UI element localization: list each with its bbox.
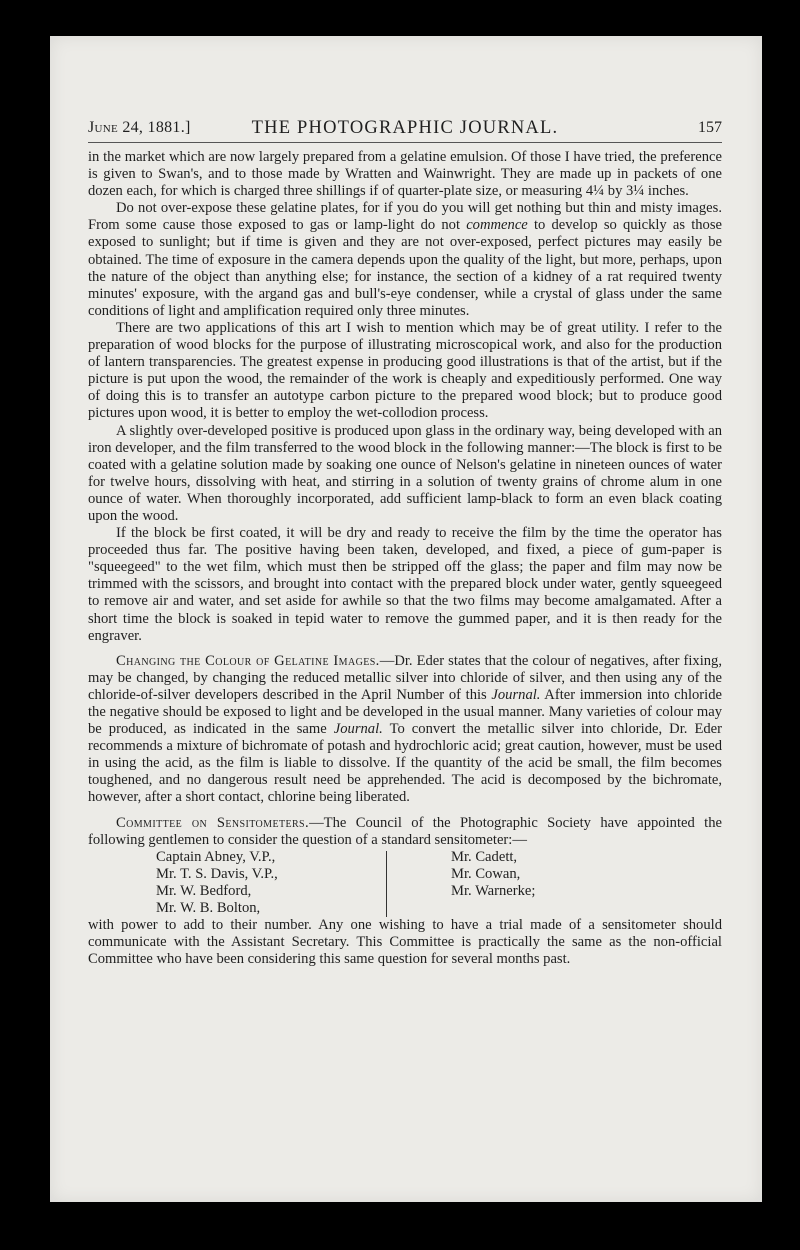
committee-name: Mr. Warnerke; — [451, 882, 536, 899]
section-text-part-3: To convert the metallic silver into chloride, Dr. Eder recommends a mixture of bichromate of potash and hydrochloric acid; great caution, however, must be used in using the acid, as the film is liable to dissolve. If the quantity of the acid be small, the film becomes toughened, and no dangerous result need be apprehended. The acid is decomposed by the bichromate, however, after a short contact, chlorine being liberated. — [88, 721, 722, 806]
paragraph-plates: in the market which are now largely prepared from a gelatine emulsion. Of those I have tried, the preference is given to Swan's, and to those made by Wratten and Wainwright. They are made up in packets of one dozen each, for which is charged three shillings if of quarter-plate size, or measuring 4¼ by 3¼ inches. — [88, 149, 722, 200]
committee-name: Mr. Cadett, — [451, 848, 518, 865]
paragraph-exposure — [88, 200, 722, 320]
page-content — [88, 116, 722, 968]
paragraph-committee-close: with power to add to their number. Any one wishing to have a trial made of a sensitometer should communicate with the Assistant Secretary. This Committee is practically the same as the non-official Committee who have been considering this same question for several months past. — [88, 917, 722, 968]
committee-name: Mr. W. B. Bolton, — [156, 900, 261, 917]
italic-journal-2: Journal. — [333, 721, 383, 738]
section-sensitometers-text: —The Council of the Photographic Society have appointed the following gentlemen to consider the question of a standard sensitometer:— — [88, 814, 722, 848]
section-text-part-2: After immersion into chloride the negative should be exposed to light and be developed in the usual manner. Many varieties of colour may be produced, as indicated in the same — [88, 686, 722, 738]
section-heading-changing-colour: Changing the Colour of Gelatine Images. — [116, 652, 380, 669]
journal-page — [50, 36, 762, 1202]
committee-name: Captain Abney, V.P., — [156, 848, 276, 865]
committee-names — [156, 849, 722, 917]
section-sensitometers — [88, 815, 722, 849]
header-page-number: 157 — [698, 119, 722, 136]
paragraph-block: If the block be first coated, it will be dry and ready to receive the film by the time the operator has proceeded thus far. The positive having been taken, developed, and fixed, a piece of gum-paper is "squeegeed" to the wet film, which must then be stripped off the glass; the paper and film may now be trimmed with the scissors, and brought into contact with the prepared block under water, gently squeegeed to remove air and water, and set aside for awhile so that the two films may become amalgamated. After a short time the block is soaked in tepid water to remove the gummed paper, and it is then ready for the engraver. — [88, 525, 722, 644]
section-text-part-1: —Dr. Eder states that the colour of negatives, after fixing, may be changed, by changing the reduced metallic silver into chloride of silver, and then using any of the chloride-of-silver developers described in the April Number of this — [88, 652, 722, 703]
committee-name: Mr. Cowan, — [451, 865, 521, 882]
section-heading-sensitometers: Committee on Sensitometers. — [116, 814, 310, 831]
committee-name: Mr. W. Bedford, — [156, 882, 252, 899]
header-title: THE PHOTOGRAPHIC JOURNAL. — [251, 118, 559, 138]
committee-name: Mr. T. S. Davis, V.P., — [156, 865, 278, 882]
italic-commence: commence — [466, 217, 528, 234]
paragraph-exposure-part-1: Do not over-expose these gelatine plates, for if you do you will get nothing but thin and misty images. From some cause those exposed to gas or lamp-light do not — [88, 200, 722, 234]
section-changing-colour — [88, 653, 722, 807]
running-header — [88, 116, 722, 143]
paragraph-applications: There are two applications of this art I wish to mention which may be of great utility. I refer to the preparation of wood blocks for the purpose of illustrating microscopical work, and also for the production of lantern transparencies. The greatest expense in producing good illustrations is that of the artist, but if the picture is put upon the wood, the remainder of the work is cheaply and expeditiously performed. One way of doing this is to transfer an autotype carbon picture to the prepared wood block; but to produce good pictures upon wood, it is better to employ the wet-collodion process. — [88, 319, 722, 422]
header-date: June 24, 1881.] — [88, 119, 191, 136]
italic-journal-1: Journal. — [491, 686, 541, 703]
names-left-column — [156, 849, 386, 917]
paragraph-positive: A slightly over-developed positive is produced upon glass in the ordinary way, being developed with an iron developer, and the film transferred to the wood block in the following manner:—The block is first to be coated with a gelatine solution made by soaking one ounce of Nelson's gelatine in nineteen ounces of water for twelve hours, dissolving with heat, and stirring in a solution of twenty grains of chrome alum in one ounce of water. When thoroughly incorporated, add sufficient lamp-black to form an even black coating upon the wood. — [88, 422, 722, 524]
names-right-column — [387, 849, 535, 917]
paragraph-exposure-part-2: to develop so quickly as those exposed to sunlight; but if time is given and they are not over-exposed, perfect pictures may easily be obtained. The time of exposure in the camera depends upon the quality of the light, but more, perhaps, upon the nature of the object than anything else; for instance, the section of a kidney of a rat required twenty minutes' exposure, with the argand gas and bull's-eye condenser, while a crystal of glass under the same conditions of light and amplification required only three minutes. — [88, 217, 722, 319]
